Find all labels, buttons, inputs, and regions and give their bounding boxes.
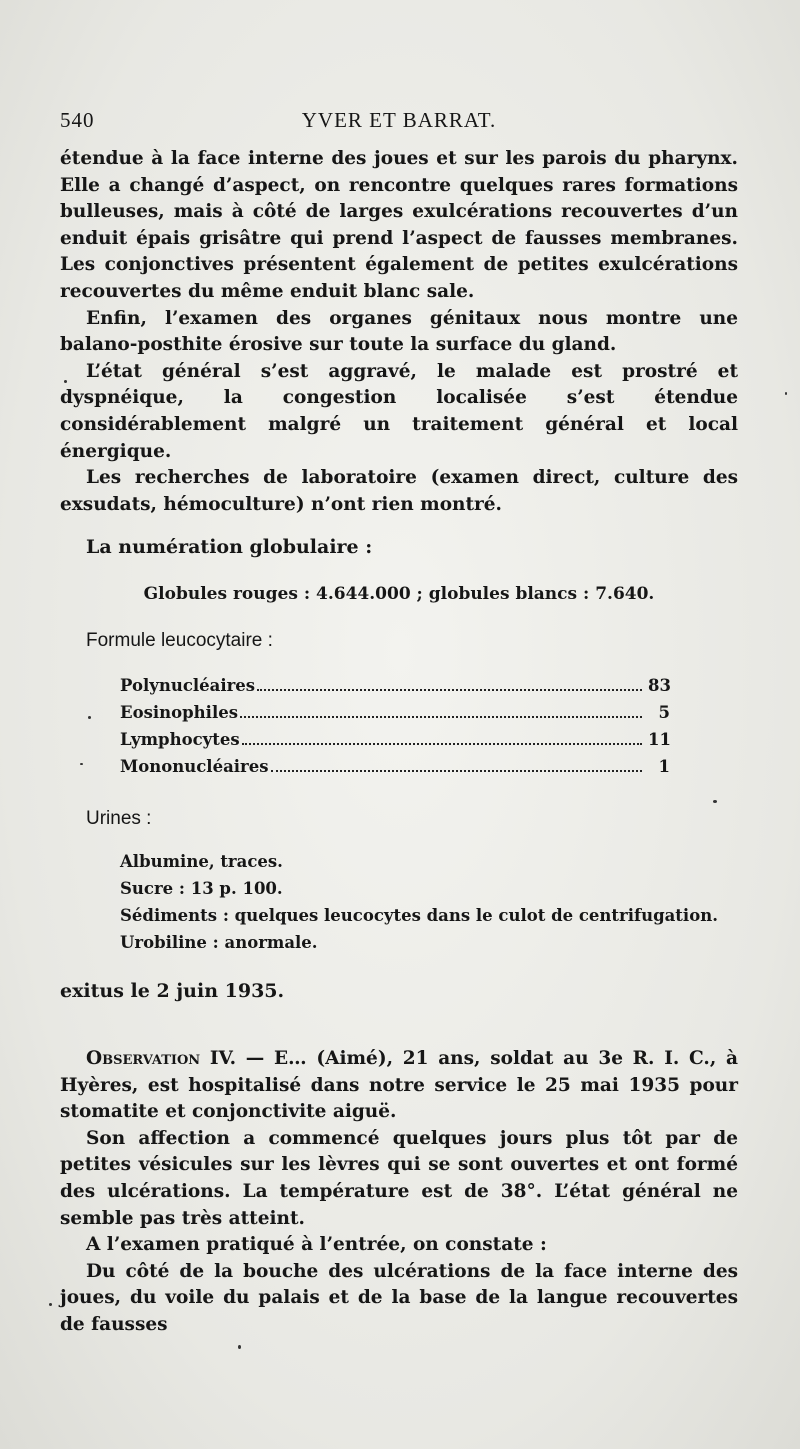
observation-intro <box>60 1046 738 1126</box>
scan-speck <box>88 716 91 719</box>
dot-leader <box>242 743 642 745</box>
dot-leader <box>257 689 642 691</box>
leucocyte-value: 5 <box>658 703 670 722</box>
leucocyte-table <box>120 676 670 784</box>
urines-heading: Urines : <box>86 808 152 829</box>
scan-speck <box>49 1303 52 1306</box>
numeration-heading: La numération globulaire : <box>86 536 373 558</box>
leucocyte-row <box>120 730 670 757</box>
leucocyte-row <box>120 703 670 730</box>
observation-block <box>60 1046 738 1339</box>
numeration-values: Globules rouges : 4.644.000 ; globules blancs : 7.640. <box>143 584 655 604</box>
paragraph-continuation: étendue à la face interne des joues et sur les parois du pharynx. Elle a changé d’aspect, on rencontre quelques rares formations bulleuses, mais à côté de larges exulcérations recouvertes d’un enduit épais grisâtre qui prend l’aspect de fausses membranes. Les conjonctives présentent également de petites exulcérations recouvertes du même enduit blanc sale. <box>60 148 738 302</box>
leucocyte-value: 1 <box>658 757 670 776</box>
leucocyte-name: Mononucléaires <box>120 757 269 776</box>
leucocyte-name: Polynucléaires <box>120 676 256 695</box>
scan-speck <box>713 800 717 803</box>
observation-intro-text: — E… (Aimé), 21 ans, soldat au 3e R. I. C., à Hyères, est hospitalisé dans notre service le 25 mai 1935 pour stomatite et conjonctivite aiguë. <box>60 1048 739 1123</box>
urines-list <box>120 848 718 956</box>
leucocyte-name: Lymphocytes <box>120 730 240 749</box>
paragraph-lab-research: Les recherches de laboratoire (examen direct, culture des exsudats, hémoculture) n’ont rien montré. <box>60 467 738 515</box>
formule-heading: Formule leucocytaire : <box>86 630 273 651</box>
observation-label: Observation IV. <box>86 1048 237 1069</box>
top-text-block <box>60 146 738 518</box>
leucocyte-name: Eosinophiles <box>120 703 238 722</box>
paragraph-onset: Son affection a commencé quelques jours plus tôt par de petites vésicules sur les lèvres qui se sont ouvertes et ont formé des ulcérations. La température est de 38°. L’état général ne semble pas très atteint. <box>60 1127 738 1229</box>
scan-speck <box>785 392 787 395</box>
leucocyte-row <box>120 757 670 784</box>
dot-leader <box>271 770 642 772</box>
urine-item: Urobiline : anormale. <box>120 933 318 952</box>
scan-speck <box>64 380 67 383</box>
running-title: YVER ET BARRAT. <box>301 108 497 132</box>
scan-speck <box>80 763 83 765</box>
urine-item: Sucre : 13 p. 100. <box>120 879 283 898</box>
paragraph-entry-exam: A l’examen pratiqué à l’entrée, on constate : <box>86 1234 547 1256</box>
exitus-line: exitus le 2 juin 1935. <box>60 980 285 1002</box>
leucocyte-row <box>120 676 670 703</box>
page-number: 540 <box>60 108 95 132</box>
running-header <box>60 108 738 138</box>
urine-item: Sédiments : quelques leucocytes dans le culot de centrifugation. <box>120 906 718 925</box>
leucocyte-value: 83 <box>648 676 671 695</box>
urine-item: Albumine, traces. <box>120 852 283 871</box>
dot-leader <box>240 716 642 718</box>
paragraph-general-state: L’état général s’est aggravé, le malade est prostré et dyspnéique, la congestion localisée s’est étendue considérablement malgré un traitement général et local énergique. <box>60 360 738 462</box>
paragraph-mouth: Du côté de la bouche des ulcérations de la face interne des joues, du voile du palais et de la base de la langue recouvertes de fausses <box>60 1260 738 1335</box>
leucocyte-value: 11 <box>648 730 671 749</box>
paragraph-genital-exam: Enfin, l’examen des organes génitaux nous montre une balano-posthite érosive sur toute la surface du gland. <box>60 307 738 356</box>
scan-speck <box>238 1345 241 1349</box>
